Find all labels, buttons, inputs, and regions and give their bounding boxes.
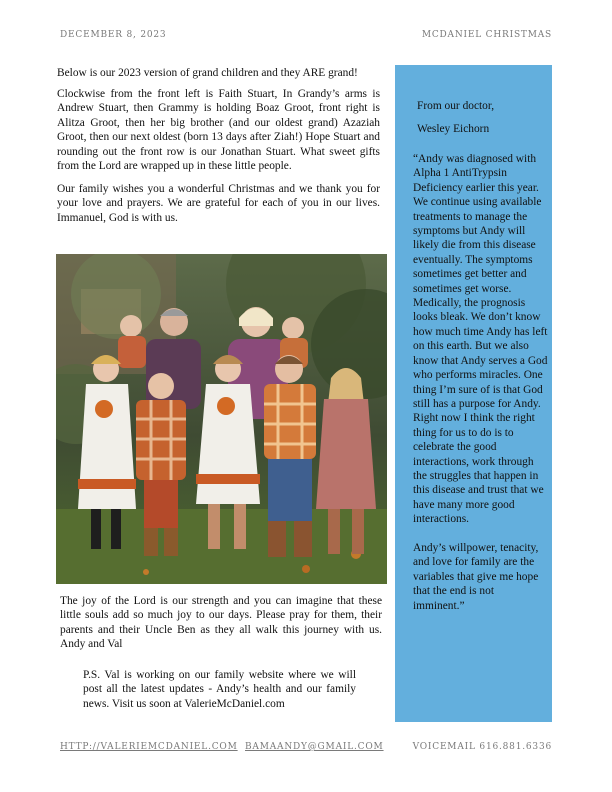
doctor-closing: Andy’s willpower, tenacity, and love for family are the variables that give me hope that the end is not imminent.” bbox=[413, 541, 539, 612]
clockwise-paragraph: Clockwise from the front left is Faith Stuart, In Grandy’s arms is Andrew Stuart, then Grammy is holding Boaz Groot, front right is Alitza Groot, then her big brother (and our oldest grand) Azaziah Groot, then our next oldest (born 13 days after Ziah!) Hope Stuart and rounding out the front row is our Jonathan Stuart. What sweet gifts from the Lord are wrapped up in these little people. bbox=[57, 88, 380, 173]
sidebar-quote bbox=[413, 152, 548, 627]
doctor-quote-sidebar bbox=[395, 65, 552, 722]
header-date: DECEMBER 8, 2023 bbox=[60, 30, 167, 40]
sidebar-intro bbox=[417, 99, 494, 146]
voicemail-number: VOICEMAIL 616.881.6336 bbox=[412, 742, 552, 752]
header-title: MCDANIEL CHRISTMAS bbox=[421, 30, 552, 40]
from-doctor-line: From our doctor, bbox=[417, 100, 495, 112]
intro-paragraph: Below is our 2023 version of grand children and they ARE grand! bbox=[57, 67, 358, 79]
family-photo bbox=[56, 254, 387, 584]
ps-paragraph: P.S. Val is working on our family website where we will post all the latest updates - Andy’s health and our family news. Visit us soon at ValerieMcDaniel.com bbox=[83, 669, 356, 710]
photo-caption: The joy of the Lord is our strength and you can imagine that these little souls add so much joy to our days. Please pray for them, their parents and their Uncle Ben as they all walk this journey with us. Andy and Val bbox=[60, 595, 382, 651]
doctor-name: Wesley Eichorn bbox=[417, 123, 490, 136]
family-photo-illustration bbox=[56, 254, 387, 584]
website-link[interactable]: HTTP://VALERIEMCDANIEL.COM bbox=[60, 742, 238, 752]
email-link[interactable]: BAMAANDY@GMAIL.COM bbox=[245, 742, 384, 752]
wishes-paragraph: Our family wishes you a wonderful Christmas and we thank you for your love and prayers. We are grateful for each of you in our lives. Immanuel, God is with us. bbox=[57, 183, 380, 224]
doctor-quote: “Andy was diagnosed with Alpha 1 AntiTrypsin Deficiency earlier this year. We continue using available treatments to manage the symptoms but Andy will likely die from this disease eventually. The symptoms sometimes get better and sometimes get worse. Medically, the prognosis looks bleak. We don’t know how much time Andy has left on this earth. But we also know that Andy serves a God who performs miracles. One thing I’m sure of is that God still has a purpose for Andy. Right now I think the right thing for us to do is to celebrate the good interactions, work through the struggles that happen in this disease and trust that we have many more good interactions. bbox=[413, 153, 548, 526]
